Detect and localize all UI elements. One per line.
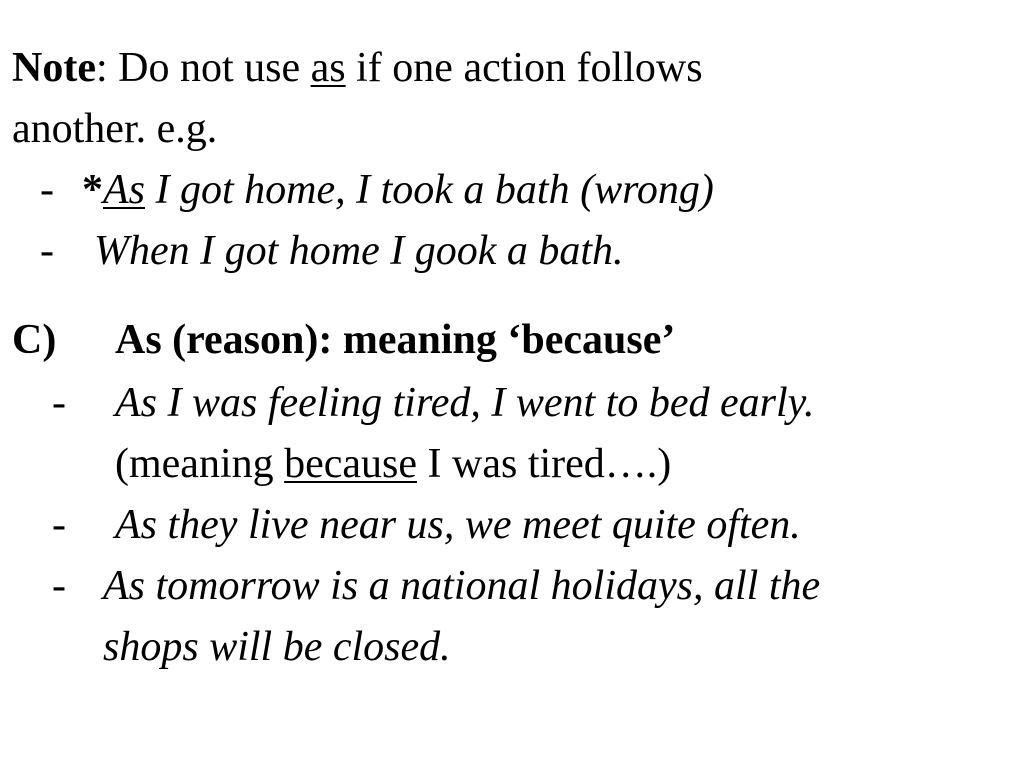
note-label: Note <box>12 45 96 91</box>
gloss-keyword: because <box>284 441 418 487</box>
dash: - <box>52 502 66 548</box>
dash: - <box>40 167 54 213</box>
section-c-title: As (reason): meaning ‘because’ <box>115 317 676 363</box>
dash: - <box>40 228 54 274</box>
note-line-1 <box>12 47 703 89</box>
note-line-2 <box>12 108 217 150</box>
dash: - <box>52 380 66 426</box>
list-item-gloss <box>115 443 671 485</box>
section-c-marker: C) <box>12 317 57 363</box>
gloss-before: (meaning <box>115 441 285 487</box>
example-1-rest: I got home, I took a bath (wrong) <box>145 167 714 213</box>
list-item-continuation <box>103 626 451 668</box>
asterisk-mark: * <box>82 167 103 213</box>
list-item-text-line-2: shops will be closed. <box>103 624 451 670</box>
gloss-after: I was tired….) <box>417 441 672 487</box>
note-text-before: Do not use <box>107 45 311 91</box>
example-2-text: When I got home I gook a bath. <box>94 228 624 274</box>
note-line-2-text: another. e.g. <box>12 106 218 152</box>
note-colon: : <box>95 45 108 91</box>
note-text-after: if one action follows <box>345 45 703 91</box>
example-1-keyword: As <box>103 167 145 213</box>
dash: - <box>52 563 66 609</box>
example-1-text <box>82 169 714 211</box>
list-item-text: As they live near us, we meet quite often. <box>115 502 801 548</box>
list-item-text: As I was feeling tired, I went to bed early. <box>115 380 815 426</box>
list-item-text-line-1: As tomorrow is a national holidays, all the <box>103 563 821 609</box>
note-keyword: as <box>310 45 346 91</box>
